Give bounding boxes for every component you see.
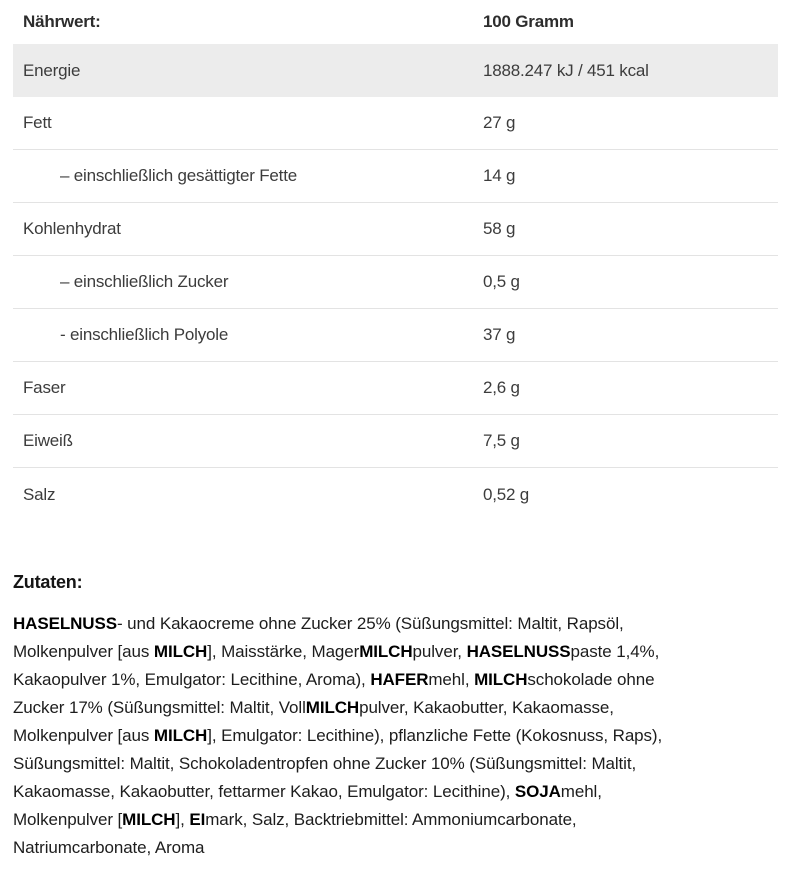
ingredient-text: Zucker 17% (Süßungsmittel: Maltit, Voll xyxy=(13,698,306,717)
allergen-text: MILCH xyxy=(153,642,208,661)
ingredient-text: ], Maisstärke, Mager xyxy=(207,642,360,661)
allergen-text: MILCH xyxy=(305,698,360,717)
nutrition-row xyxy=(13,468,778,521)
nutrition-row-label: - einschließlich Polyole xyxy=(60,325,229,344)
nutrition-row-value: 0,5 g xyxy=(483,272,520,291)
nutrition-row-value: 1888.247 kJ / 451 kcal xyxy=(483,60,649,80)
allergen-text: MILCH xyxy=(122,810,176,829)
ingredient-text: paste 1,4%, xyxy=(570,642,660,661)
nutrition-row xyxy=(13,97,778,150)
ingredient-text: Molkenpulver [aus xyxy=(13,726,154,745)
ingredient-text: Molkenpulver [ xyxy=(13,810,123,829)
ingredients-line xyxy=(13,778,800,806)
nutrition-row-label: Energie xyxy=(23,60,81,80)
nutrition-row-value: 27 g xyxy=(483,113,516,132)
ingredient-text: schokolade ohne xyxy=(527,670,655,689)
ingredients-line xyxy=(13,722,800,750)
allergen-text: MILCH xyxy=(359,642,413,661)
nutrition-row xyxy=(13,256,778,309)
nutrition-rows xyxy=(13,44,778,521)
ingredient-text: pulver, Kakaobutter, Kakaomasse, xyxy=(359,698,614,717)
ingredients-line xyxy=(13,750,800,778)
ingredient-text: Kakaomasse, Kakaobutter, fettarmer Kakao, Emulgator: Lecithine), xyxy=(13,782,515,801)
ingredient-text: Molkenpulver [aus xyxy=(13,642,154,661)
allergen-text: MILCH xyxy=(153,726,208,745)
nutrition-header-label: Nährwert: xyxy=(23,12,101,31)
ingredients-line xyxy=(13,806,800,834)
ingredients-heading: Zutaten: xyxy=(13,572,83,592)
ingredient-text: pulver, xyxy=(412,642,467,661)
ingredient-text: Natriumcarbonate, Aroma xyxy=(13,838,205,857)
nutrition-row-label: – einschließlich Zucker xyxy=(60,272,229,291)
nutrition-row-value: 58 g xyxy=(483,219,516,238)
nutrition-row-value: 2,6 g xyxy=(483,378,520,397)
nutrition-header-row xyxy=(13,0,778,44)
nutrition-row xyxy=(13,44,778,97)
ingredients-text xyxy=(13,610,800,862)
ingredient-text: ], Emulgator: Lecithine), pflanzliche Fette (Kokosnuss, Raps), xyxy=(207,726,663,745)
nutrition-table xyxy=(13,0,778,521)
nutrition-row-value: 37 g xyxy=(483,325,516,344)
ingredient-text: - und Kakaocreme ohne Zucker 25% (Süßungsmittel: Maltit, Rapsöl, xyxy=(116,614,624,633)
nutrition-row xyxy=(13,203,778,256)
ingredients-line xyxy=(13,666,800,694)
nutrition-row-label: Fett xyxy=(23,113,52,132)
nutrition-row xyxy=(13,150,778,203)
nutrition-row-value: 0,52 g xyxy=(483,484,530,504)
nutrition-row-label: Faser xyxy=(23,378,66,397)
allergen-text: SOJA xyxy=(514,782,561,801)
nutrition-row-value: 7,5 g xyxy=(483,431,520,450)
ingredients-line xyxy=(13,610,800,638)
ingredient-text: Kakaopulver 1%, Emulgator: Lecithine, Aroma), xyxy=(13,670,371,689)
ingredients-line xyxy=(13,638,800,666)
nutrition-row-label: Salz xyxy=(23,484,56,504)
ingredients-section xyxy=(13,521,800,862)
nutrition-header-column: 100 Gramm xyxy=(483,12,574,31)
ingredient-text: mehl, xyxy=(560,782,602,801)
nutrition-row xyxy=(13,362,778,415)
nutrition-row-label: Kohlenhydrat xyxy=(23,219,121,238)
ingredients-line xyxy=(13,694,800,722)
allergen-text: MILCH xyxy=(474,670,528,689)
ingredients-line xyxy=(13,834,800,862)
nutrition-row xyxy=(13,309,778,362)
allergen-text: HASELNUSS xyxy=(466,642,571,661)
nutrition-row-label: Eiweiß xyxy=(23,431,73,450)
nutrition-row-label: – einschließlich gesättigter Fette xyxy=(60,166,297,185)
ingredient-text: ], xyxy=(175,810,190,829)
allergen-text: HAFER xyxy=(370,670,429,689)
nutrition-row xyxy=(13,415,778,468)
ingredient-text: mark, Salz, Backtriebmittel: Ammoniumcarbonate, xyxy=(205,810,577,829)
ingredient-text: mehl, xyxy=(428,670,475,689)
allergen-text: EI xyxy=(189,810,206,829)
allergen-text: HASELNUSS xyxy=(13,614,117,633)
nutrition-row-value: 14 g xyxy=(483,166,516,185)
ingredient-text: Süßungsmittel: Maltit, Schokoladentropfen ohne Zucker 10% (Süßungsmittel: Maltit, xyxy=(13,754,637,773)
